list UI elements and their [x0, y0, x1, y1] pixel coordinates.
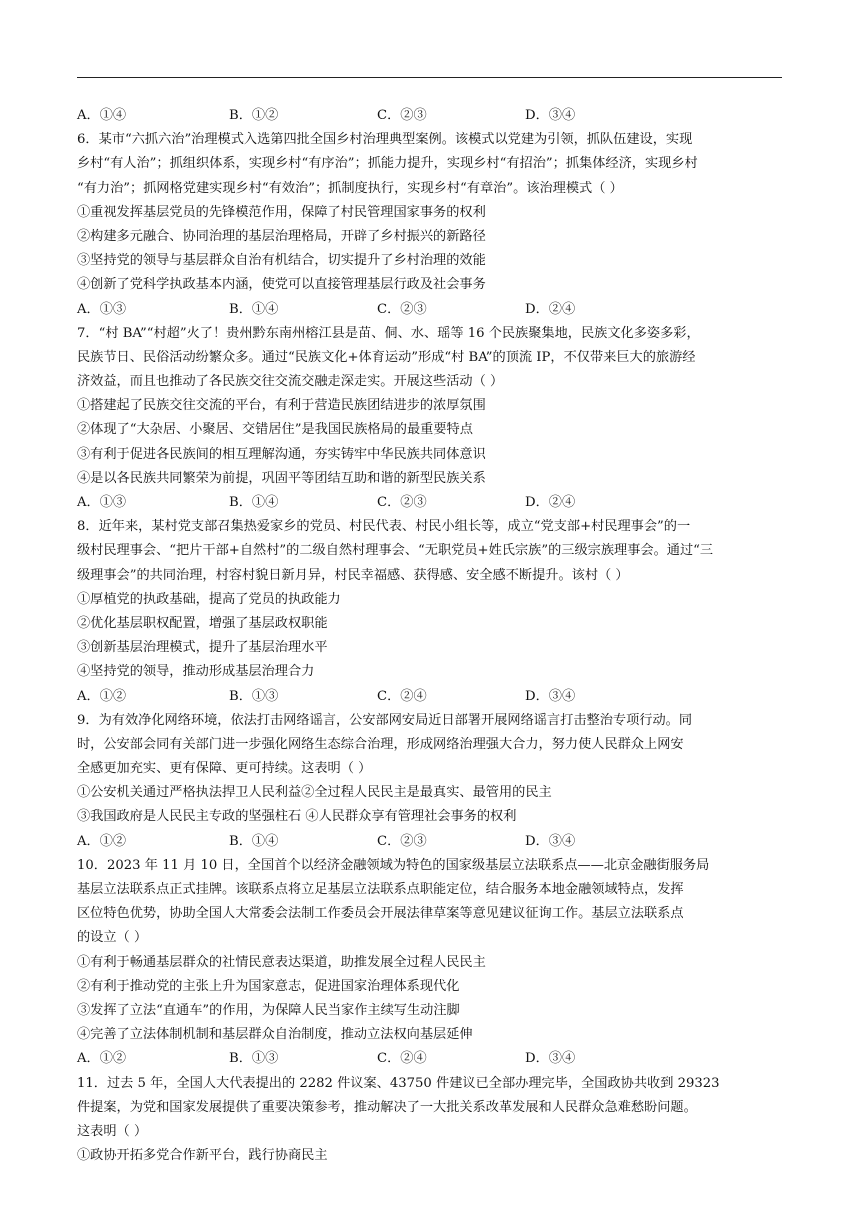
- statement-item: ②构建多元融合、协同治理的基层治理格局，开辟了乡村振兴的新路径: [77, 228, 486, 244]
- statement-item: ④坚持党的领导，推动形成基层治理合力: [77, 664, 315, 680]
- question-block: [77, 128, 787, 322]
- statement-item: ③有利于促进各民族间的相互理解沟通，夯实铸牢中华民族共同体意识: [77, 446, 486, 462]
- statement-item: ④创新了党科学执政基本内涵，使党可以直接管理基层行政及社会事务: [77, 277, 486, 293]
- question-stem-line: 基层立法联系点正式挂牌。该联系点将立足基层立法联系点职能定位，结合服务本地金融领域特点，发挥: [77, 882, 684, 897]
- answer-options: [77, 491, 787, 515]
- statement-item: ③创新基层治理模式，提升了基层治理水平: [77, 640, 328, 656]
- statement-item: ①政协开拓多党合作新平台，践行协商民主: [77, 1148, 328, 1164]
- option-b: B．①③: [229, 1051, 279, 1067]
- question-stem-line: 级理事会”的共同治理，村容村貌日新月异，村民幸福感、获得感、安全感不断提升。该村（ ）: [77, 567, 629, 583]
- statement-item: ③我国政府是人民民主专政的坚强柱石 ④人民群众享有管理社会事务的权利: [77, 809, 517, 825]
- answer-options: [77, 830, 787, 854]
- option-b: B．①④: [229, 833, 279, 849]
- question-stem-line: 8．近年来，某村党支部召集热爱家乡的党员、村民代表、村民小组长等，成立“党支部+村民理事会”的一: [77, 519, 691, 535]
- option-d: D．②④: [525, 301, 576, 317]
- option-d: D．③④: [525, 833, 576, 849]
- question-stem-line: 济效益，而且也推动了各民族交往交流交融走深走实。开展这些活动（ ）: [77, 374, 504, 390]
- statement-item: ③发挥了立法“直通车”的作用，为保障人民当家作主续写生动注脚: [77, 1002, 460, 1018]
- exam-page: [77, 104, 787, 1168]
- statement-item: ①公安机关通过严格执法捍卫人民利益②全过程人民民主是最真实、最管用的民主: [77, 785, 552, 801]
- question-block: [77, 854, 787, 1072]
- question-stem-line: 区位特色优势，协助全国人大常委会法制工作委员会开展法律草案等意见建议征询工作。基层立法联系点: [77, 906, 684, 922]
- statement-item: ①有利于畅通基层群众的社情民意表达渠道，助推发展全过程人民民主: [77, 954, 486, 970]
- option-a: A．①②: [77, 833, 127, 849]
- statement-item: ③坚持党的领导与基层群众自治有机结合，切实提升了乡村治理的效能: [77, 253, 486, 269]
- statement-item: ②有利于推动党的主张上升为国家意志，促进国家治理体系现代化: [77, 978, 460, 994]
- option-d: D．③④: [525, 1051, 576, 1067]
- question-stem-line: “有力治”；抓网格党建实现乡村“有效治”；抓制度执行，实现乡村“有章治”。该治理模式（ ）: [77, 180, 623, 196]
- option-d: D．②④: [525, 495, 576, 510]
- statement-item: ②优化基层职权配置，增强了基层政权职能: [77, 615, 328, 631]
- option-c: C．②④: [377, 1051, 427, 1067]
- option-b: B．①②: [229, 108, 279, 123]
- question-stem-line: 级村民理事会、“把片干部+自然村”的二级自然村理事会、“无职党员+姓氏宗族”的三级宗族理事会。通过“三: [77, 543, 714, 559]
- option-c: C．②③: [377, 833, 427, 849]
- question-stem-line: 这表明（ ）: [77, 1123, 148, 1139]
- question-stem-line: 乡村“有人治”；抓组织体系，实现乡村“有序治”；抓能力提升，实现乡村“有招治”；抓集体经济，实现乡村: [77, 156, 698, 172]
- option-d: D．③④: [525, 688, 576, 704]
- question-block: [77, 515, 787, 709]
- question-stem-line: 民族节日、民俗活动纷繁众多。通过“民族文化+体育运动”形成“村 BA”的顶流 IP，不仅带来巨大的旅游经: [77, 349, 696, 365]
- option-b: B．①④: [229, 301, 279, 317]
- option-a: A．①②: [77, 688, 127, 704]
- statement-item: ④是以各民族共同繁荣为前提，巩固平等团结互助和谐的新型民族关系: [77, 470, 486, 486]
- option-a: A．①②: [77, 1051, 127, 1067]
- question-stem-line: 11．过去 5 年，全国人大代表提出的 2282 件议案、43750 件建议已全部办理完毕，全国政协共收到 29323: [77, 1075, 720, 1091]
- question-stem-line: 7．“村 BA”“村超”火了！贵州黔东南州榕江县是苗、侗、水、瑶等 16 个民族聚集地，民族文化多姿多彩，: [77, 325, 700, 341]
- question-stem-line: 件提案，为党和国家发展提供了重要决策参考，推动解决了一大批关系改革发展和人民群众急难愁盼问题。: [77, 1099, 697, 1115]
- statement-item: ①搭建起了民族交往交流的平台，有利于营造民族团结进步的浓厚氛围: [77, 398, 486, 414]
- statement-item: ①厚植党的执政基础，提高了党员的执政能力: [77, 591, 341, 607]
- question-stem-line: 9．为有效净化网络环境，依法打击网络谣言，公安部网安局近日部署开展网络谣言打击整治专项行动。同: [77, 712, 693, 728]
- question-block: [77, 1072, 787, 1169]
- answer-options: [77, 685, 787, 709]
- answer-options: [77, 298, 787, 322]
- statement-item: ②体现了“大杂居、小聚居、交错居住”是我国民族格局的最重要特点: [77, 422, 473, 438]
- option-c: C．②④: [377, 688, 427, 704]
- option-c: C．②③: [377, 495, 427, 510]
- option-c: C．②③: [377, 301, 427, 317]
- question-stem-line: 时，公安部会同有关部门进一步强化网络生态综合治理，形成网络治理强大合力，努力使人民群众上网安: [77, 736, 684, 752]
- question-stem-line: 全感更加充实、更有保障、更可持续。这表明（ ）: [77, 761, 372, 777]
- statement-item: ④完善了立法体制机制和基层群众自治制度，推动立法权向基层延伸: [77, 1027, 473, 1043]
- question-5-options: [77, 104, 787, 128]
- question-stem-line: 6．某市“六抓六治”治理模式入选第四批全国乡村治理典型案例。该模式以党建为引领，抓队伍建设，实现: [77, 132, 693, 148]
- option-a: A．①③: [77, 301, 127, 317]
- statement-item: ①重视发挥基层党员的先锋模范作用，保障了村民管理国家事务的权利: [77, 204, 486, 220]
- option-d: D．③④: [525, 108, 576, 123]
- question-block: [77, 322, 787, 516]
- header-rule: [77, 77, 782, 78]
- question-stem-line: 的设立（ ）: [77, 930, 148, 946]
- option-b: B．①③: [229, 688, 279, 704]
- question-block: [77, 709, 787, 854]
- answer-options: [77, 1047, 787, 1071]
- option-a: A．①③: [77, 495, 127, 510]
- option-a: A．①④: [77, 108, 127, 123]
- question-stem-line: 10．2023 年 11 月 10 日，全国首个以经济金融领域为特色的国家级基层立法联系点——北京金融街服务局: [77, 857, 710, 873]
- option-c: C．②③: [377, 108, 427, 123]
- option-b: B．①④: [229, 495, 279, 510]
